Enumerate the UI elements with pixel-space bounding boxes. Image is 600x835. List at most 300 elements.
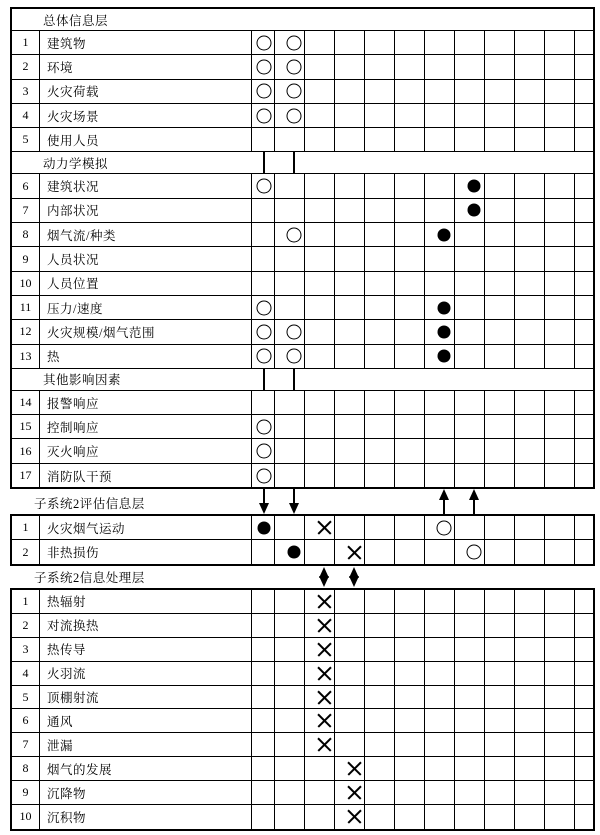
cross-mark [317, 594, 332, 609]
grid-cell [485, 391, 515, 414]
grid-cell [545, 320, 575, 343]
grid-cell [515, 272, 545, 295]
grid-cell [575, 464, 593, 488]
cross-mark [317, 666, 332, 681]
open-circle-mark [257, 300, 272, 315]
grid-cell [515, 296, 545, 319]
grid-cell [575, 757, 593, 780]
grid-cell [365, 516, 395, 539]
grid-cell [335, 464, 365, 488]
open-circle-mark [287, 349, 302, 364]
row-number: 8 [12, 223, 40, 246]
table-row [12, 686, 593, 710]
grid-cell [455, 614, 485, 637]
grid-cell [252, 686, 275, 709]
grid-cell [275, 247, 305, 270]
grid-cell [515, 662, 545, 685]
grid-cell [455, 391, 485, 414]
grid-cell [545, 709, 575, 732]
grid-cell [395, 516, 425, 539]
grid-cell [335, 733, 365, 756]
grid-cell [395, 781, 425, 804]
grid-cell [275, 590, 305, 613]
grid-cell [455, 638, 485, 661]
grid-cell [425, 55, 455, 78]
grid-cell [575, 31, 593, 54]
grid-cell [485, 439, 515, 462]
grid-cell [545, 757, 575, 780]
grid-cell [425, 272, 455, 295]
open-circle-mark [287, 324, 302, 339]
grid-cell [365, 614, 395, 637]
grid-cell [365, 733, 395, 756]
row-number: 6 [12, 709, 40, 732]
cross-mark [317, 737, 332, 752]
grid-cell [545, 662, 575, 685]
grid-cell [305, 439, 335, 462]
grid-cell [515, 104, 545, 127]
grid-cell [575, 320, 593, 343]
grid-cell [545, 174, 575, 197]
grid-cell [455, 247, 485, 270]
row-number: 4 [12, 104, 40, 127]
connector-line [443, 498, 445, 514]
grid-cell [455, 31, 485, 54]
grid-cell [425, 104, 455, 127]
open-circle-mark [257, 349, 272, 364]
row-number: 11 [12, 296, 40, 319]
row-label: 报警响应 [40, 391, 252, 414]
grid-cell [455, 345, 485, 368]
connector-line [293, 152, 295, 173]
grid-cell [425, 415, 455, 438]
grid-cell [252, 805, 275, 829]
grid-cell [485, 464, 515, 488]
grid-cell [575, 686, 593, 709]
row-number: 14 [12, 391, 40, 414]
row-label: 热传导 [40, 638, 252, 661]
grid-cell [545, 516, 575, 539]
grid-cell [275, 272, 305, 295]
grid-cell [515, 391, 545, 414]
grid-cell [485, 223, 515, 246]
grid-cell [455, 686, 485, 709]
grid-cell [305, 247, 335, 270]
filled-circle-mark [468, 204, 481, 217]
grid-cell [515, 80, 545, 103]
grid-cell [575, 199, 593, 222]
grid-cell [545, 247, 575, 270]
grid-cell [252, 638, 275, 661]
row-number: 2 [12, 55, 40, 78]
filled-circle-mark [438, 350, 451, 363]
row-number: 9 [12, 247, 40, 270]
grid-cell [575, 80, 593, 103]
row-number: 2 [12, 614, 40, 637]
grid-cell [575, 516, 593, 539]
grid-cell [305, 540, 335, 564]
grid-cell [515, 345, 545, 368]
grid-cell [305, 80, 335, 103]
grid-cell [485, 805, 515, 829]
row-label: 人员状况 [40, 247, 252, 270]
grid-cell [425, 781, 455, 804]
table-row [12, 247, 593, 271]
grid-cell [455, 320, 485, 343]
grid-cell [485, 104, 515, 127]
grid-cell [365, 31, 395, 54]
grid-cell [305, 345, 335, 368]
cross-mark [317, 520, 332, 535]
cross-mark [347, 809, 362, 824]
row-number: 7 [12, 199, 40, 222]
row-label: 控制响应 [40, 415, 252, 438]
section-header-label: 总体信息层 [43, 13, 109, 28]
grid-cell [365, 391, 395, 414]
table-row [12, 733, 593, 757]
grid-cell [335, 247, 365, 270]
grid-cell [485, 638, 515, 661]
open-circle-mark [257, 35, 272, 50]
grid-cell [335, 709, 365, 732]
connector-line [293, 369, 295, 390]
grid-cell [252, 199, 275, 222]
grid-cell [575, 638, 593, 661]
grid-cell [515, 686, 545, 709]
grid-cell [545, 296, 575, 319]
grid-cell [395, 391, 425, 414]
grid-cell [395, 55, 425, 78]
grid-cell [365, 709, 395, 732]
row-label: 沉积物 [40, 805, 252, 829]
grid-cell [455, 805, 485, 829]
table-row [12, 174, 593, 198]
table-row [12, 662, 593, 686]
row-label: 沉降物 [40, 781, 252, 804]
grid-cell [455, 464, 485, 488]
grid-cell [252, 590, 275, 613]
grid-cell [252, 757, 275, 780]
grid-cell [545, 223, 575, 246]
grid-cell [455, 128, 485, 151]
grid-cell [425, 805, 455, 829]
filled-circle-mark [468, 180, 481, 193]
cross-mark [317, 618, 332, 633]
grid-cell [335, 174, 365, 197]
grid-cell [455, 662, 485, 685]
grid-cell [365, 662, 395, 685]
table-row [12, 345, 593, 369]
row-number: 17 [12, 464, 40, 488]
open-circle-mark [287, 84, 302, 99]
grid-cell [275, 516, 305, 539]
filled-circle-mark [438, 301, 451, 314]
grid-cell [252, 733, 275, 756]
open-circle-mark [287, 35, 302, 50]
grid-cell [275, 415, 305, 438]
grid-cell [252, 614, 275, 637]
grid-cell [545, 638, 575, 661]
grid-cell [275, 199, 305, 222]
table-row [12, 540, 593, 564]
table-row [12, 55, 593, 79]
grid-cell [455, 757, 485, 780]
grid-cell [545, 415, 575, 438]
open-circle-mark [257, 84, 272, 99]
grid-cell [485, 320, 515, 343]
grid-cell [425, 464, 455, 488]
grid-cell [305, 272, 335, 295]
grid-cell [365, 439, 395, 462]
grid-cell [335, 638, 365, 661]
grid-cell [305, 104, 335, 127]
grid-cell [515, 614, 545, 637]
grid-cell [335, 614, 365, 637]
grid-cell [485, 415, 515, 438]
table-row [12, 415, 593, 439]
grid-cell [575, 733, 593, 756]
grid-cell [395, 199, 425, 222]
grid-cell [485, 272, 515, 295]
table-row [12, 104, 593, 128]
grid-cell [485, 757, 515, 780]
grid-cell [545, 345, 575, 368]
grid-cell [545, 540, 575, 564]
grid-cell [305, 391, 335, 414]
row-number: 5 [12, 128, 40, 151]
grid-cell [365, 781, 395, 804]
arrow-down-icon [259, 503, 269, 514]
row-label: 灭火响应 [40, 439, 252, 462]
cross-mark [317, 713, 332, 728]
grid-cell [455, 781, 485, 804]
row-label: 消防队干预 [40, 464, 252, 488]
row-label: 顶棚射流 [40, 686, 252, 709]
grid-cell [252, 128, 275, 151]
table-row [12, 805, 593, 829]
grid-cell [305, 757, 335, 780]
grid-cell [305, 805, 335, 829]
table-row [12, 272, 593, 296]
grid-cell [425, 174, 455, 197]
grid-cell [365, 464, 395, 488]
grid-cell [425, 638, 455, 661]
arrow-down-icon [289, 503, 299, 514]
grid-cell [455, 272, 485, 295]
grid-cell [485, 709, 515, 732]
grid-cell [575, 439, 593, 462]
table-row [12, 320, 593, 344]
open-circle-mark [257, 419, 272, 434]
open-circle-mark [467, 545, 482, 560]
cross-mark [347, 785, 362, 800]
open-circle-mark [257, 59, 272, 74]
grid-cell [515, 516, 545, 539]
row-number: 13 [12, 345, 40, 368]
grid-cell [335, 128, 365, 151]
grid-cell [335, 320, 365, 343]
grid-cell [455, 55, 485, 78]
row-number: 9 [12, 781, 40, 804]
grid-cell [335, 104, 365, 127]
grid-cell [365, 55, 395, 78]
row-label: 使用人员 [40, 128, 252, 151]
grid-cell [275, 439, 305, 462]
grid-cell [485, 686, 515, 709]
grid-cell [275, 638, 305, 661]
grid-cell [545, 686, 575, 709]
row-number: 5 [12, 686, 40, 709]
grid-cell [275, 464, 305, 488]
grid-cell [365, 320, 395, 343]
grid-cell [545, 590, 575, 613]
section-header-label: 动力学模拟 [43, 156, 109, 171]
grid-cell [425, 733, 455, 756]
grid-cell [252, 709, 275, 732]
grid-cell [365, 415, 395, 438]
grid-cell [365, 345, 395, 368]
table-row [12, 128, 593, 152]
row-label: 压力/速度 [40, 296, 252, 319]
row-number: 6 [12, 174, 40, 197]
grid-cell [305, 223, 335, 246]
row-number: 1 [12, 516, 40, 539]
grid-cell [365, 757, 395, 780]
grid-cell [252, 391, 275, 414]
grid-cell [365, 247, 395, 270]
grid-cell [545, 614, 575, 637]
grid-cell [275, 128, 305, 151]
grid-cell [545, 272, 575, 295]
grid-cell [575, 272, 593, 295]
grid-cell [545, 80, 575, 103]
table-row [12, 614, 593, 638]
row-label: 通风 [40, 709, 252, 732]
grid-cell [515, 781, 545, 804]
row-label: 建筑物 [40, 31, 252, 54]
grid-cell [252, 781, 275, 804]
open-circle-mark [257, 468, 272, 483]
grid-cell [515, 174, 545, 197]
grid-cell [575, 662, 593, 685]
table-row [12, 757, 593, 781]
row-number: 8 [12, 757, 40, 780]
grid-cell [252, 272, 275, 295]
grid-cell [365, 805, 395, 829]
grid-cell [365, 638, 395, 661]
row-number: 7 [12, 733, 40, 756]
grid-cell [575, 805, 593, 829]
grid-cell [455, 590, 485, 613]
grid-cell [545, 104, 575, 127]
grid-cell [335, 199, 365, 222]
row-label: 环境 [40, 55, 252, 78]
grid-cell [395, 31, 425, 54]
grid-cell [395, 590, 425, 613]
grid-cell [395, 415, 425, 438]
grid-cell [425, 31, 455, 54]
grid-cell [515, 199, 545, 222]
open-circle-mark [257, 108, 272, 123]
table-row [12, 464, 593, 488]
table-row [12, 709, 593, 733]
row-number: 3 [12, 80, 40, 103]
grid-cell [365, 686, 395, 709]
grid-cell [395, 345, 425, 368]
grid-cell [335, 31, 365, 54]
table-row [12, 781, 593, 805]
section-header-row [12, 369, 593, 391]
grid-cell [275, 805, 305, 829]
table-row [12, 391, 593, 415]
connector-line [263, 369, 265, 390]
grid-cell [545, 733, 575, 756]
grid-cell [395, 439, 425, 462]
grid-cell [395, 638, 425, 661]
row-label: 火灾荷载 [40, 80, 252, 103]
grid-cell [485, 781, 515, 804]
subsystem2-processing-table [10, 588, 595, 831]
grid-cell [455, 516, 485, 539]
row-label: 火羽流 [40, 662, 252, 685]
grid-cell [425, 128, 455, 151]
grid-cell [425, 709, 455, 732]
grid-cell [365, 199, 395, 222]
open-circle-mark [257, 179, 272, 194]
row-number: 3 [12, 638, 40, 661]
grid-cell [305, 174, 335, 197]
table-row [12, 516, 593, 540]
grid-cell [575, 247, 593, 270]
grid-cell [365, 590, 395, 613]
grid-cell [395, 272, 425, 295]
open-circle-mark [287, 108, 302, 123]
grid-cell [305, 31, 335, 54]
grid-cell [575, 345, 593, 368]
row-label: 内部状况 [40, 199, 252, 222]
table-row [12, 296, 593, 320]
grid-cell [335, 272, 365, 295]
grid-cell [335, 391, 365, 414]
grid-cell [575, 128, 593, 151]
grid-cell [485, 345, 515, 368]
grid-cell [305, 199, 335, 222]
row-number: 16 [12, 439, 40, 462]
grid-cell [252, 662, 275, 685]
grid-cell [365, 128, 395, 151]
grid-cell [395, 223, 425, 246]
grid-cell [515, 540, 545, 564]
row-label: 火灾规模/烟气范围 [40, 320, 252, 343]
grid-cell [575, 781, 593, 804]
grid-cell [515, 439, 545, 462]
grid-cell [575, 614, 593, 637]
grid-cell [395, 174, 425, 197]
grid-cell [455, 296, 485, 319]
filled-circle-mark [438, 228, 451, 241]
table-row [12, 199, 593, 223]
grid-cell [252, 247, 275, 270]
grid-cell [425, 614, 455, 637]
grid-cell [485, 662, 515, 685]
grid-cell [425, 757, 455, 780]
grid-cell [252, 540, 275, 564]
grid-cell [515, 128, 545, 151]
arrow-up-icon [439, 489, 449, 500]
row-number: 10 [12, 805, 40, 829]
grid-cell [455, 415, 485, 438]
grid-cell [275, 174, 305, 197]
